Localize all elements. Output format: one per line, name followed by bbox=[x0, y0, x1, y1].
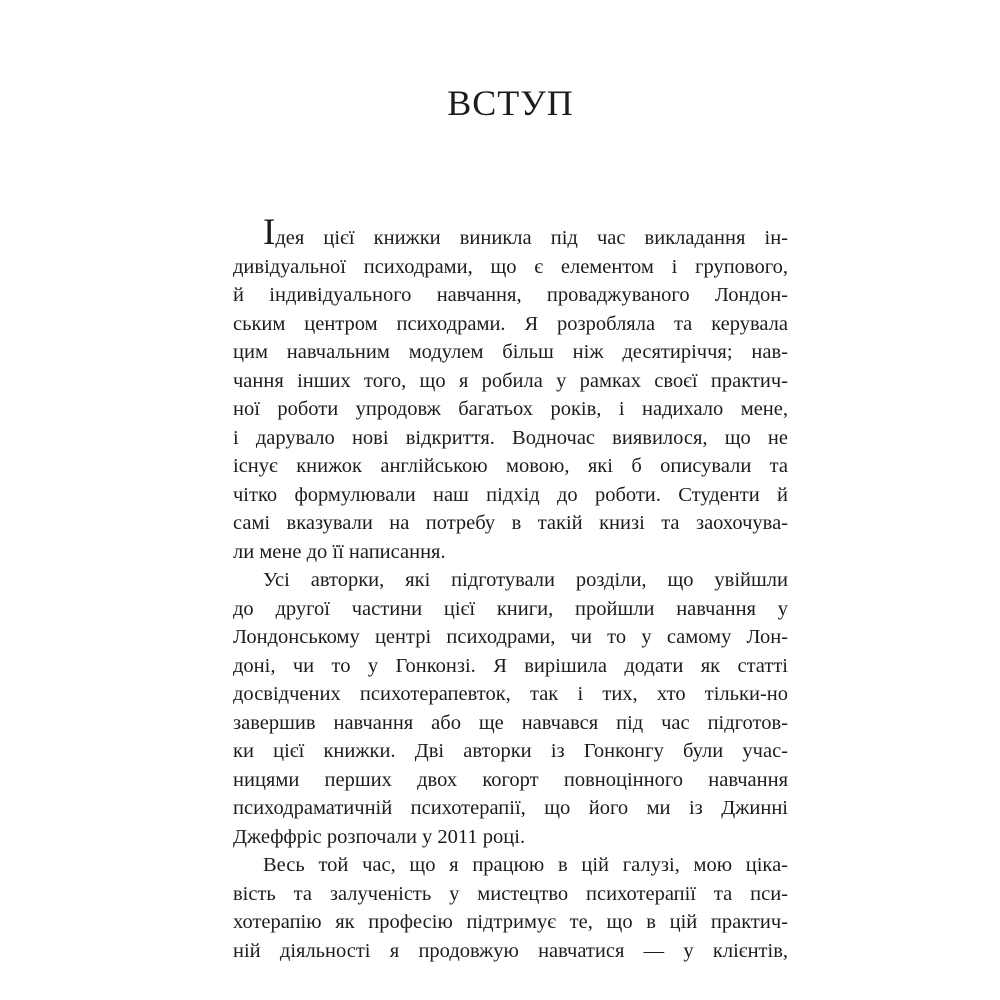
text-line: Весь той час, що я працюю в цій галузі, мою ціка- bbox=[263, 854, 788, 876]
text-line: й індивідуального навчання, проваджуваного Лондон- bbox=[233, 284, 788, 306]
text-line: Лондонському центрі психодрами, чи то у самому Лон- bbox=[233, 626, 788, 648]
text-line: хотерапію як професію підтримує те, що в цій практич- bbox=[233, 911, 788, 933]
text-line: цим навчальним модулем більш ніж десятиріччя; нав- bbox=[233, 341, 788, 363]
text-line: ницями перших двох когорт повноцінного навчання bbox=[233, 768, 788, 791]
text-line: до другої частини цієї книги, пройшли навчання у bbox=[233, 597, 788, 620]
text-line: завершив навчання або ще навчався під час підготов- bbox=[233, 711, 788, 734]
text-line: доні, чи то у Гонконзі. Я вирішила додати як статті bbox=[233, 654, 788, 677]
text-line: ній діяльності я продовжую навчатися — у клієнтів, bbox=[233, 939, 788, 962]
text-line: ли мене до її написання. bbox=[233, 540, 446, 563]
text-line: ної роботи упродовж багатьох років, і надихало мене, bbox=[233, 398, 788, 420]
text-line: ським центром психодрами. Я розробляла та керувала bbox=[233, 312, 788, 335]
text-line: досвідчених психотерапевток, так і тих, хто тільки-но bbox=[233, 683, 788, 705]
text-line: чання інших того, що я робила у рамках своєї практич- bbox=[233, 369, 788, 392]
body-text bbox=[233, 212, 788, 965]
text-line bbox=[233, 212, 788, 253]
text-line: ки цієї книжки. Дві авторки із Гонконгу були учас- bbox=[233, 740, 788, 762]
text-line: Джеффріс розпочали у 2011 році. bbox=[233, 825, 526, 848]
chapter-title: ВСТУП bbox=[447, 83, 574, 123]
text-line: дивідуальної психодрами, що є елементом і групового, bbox=[233, 255, 788, 278]
text-line-content: дея цієї книжки виникла під час викладання ін- bbox=[275, 227, 788, 249]
text-line: існує книжок англійською мовою, які б описували та bbox=[233, 455, 788, 477]
drop-cap: І bbox=[263, 212, 276, 253]
text-line: Усі авторки, які підготували розділи, що увійшли bbox=[263, 569, 788, 591]
text-line: і дарувало нові відкриття. Водночас виявилося, що не bbox=[233, 426, 788, 449]
text-line: чітко формулювали наш підхід до роботи. Студенти й bbox=[233, 483, 788, 506]
text-line: психодраматичній психотерапії, що його ми із Джинні bbox=[233, 797, 788, 819]
text-line: вість та залученість у мистецтво психотерапії та пси- bbox=[233, 882, 788, 905]
text-line: самі вказували на потребу в такій книзі та заохочува- bbox=[233, 512, 788, 534]
